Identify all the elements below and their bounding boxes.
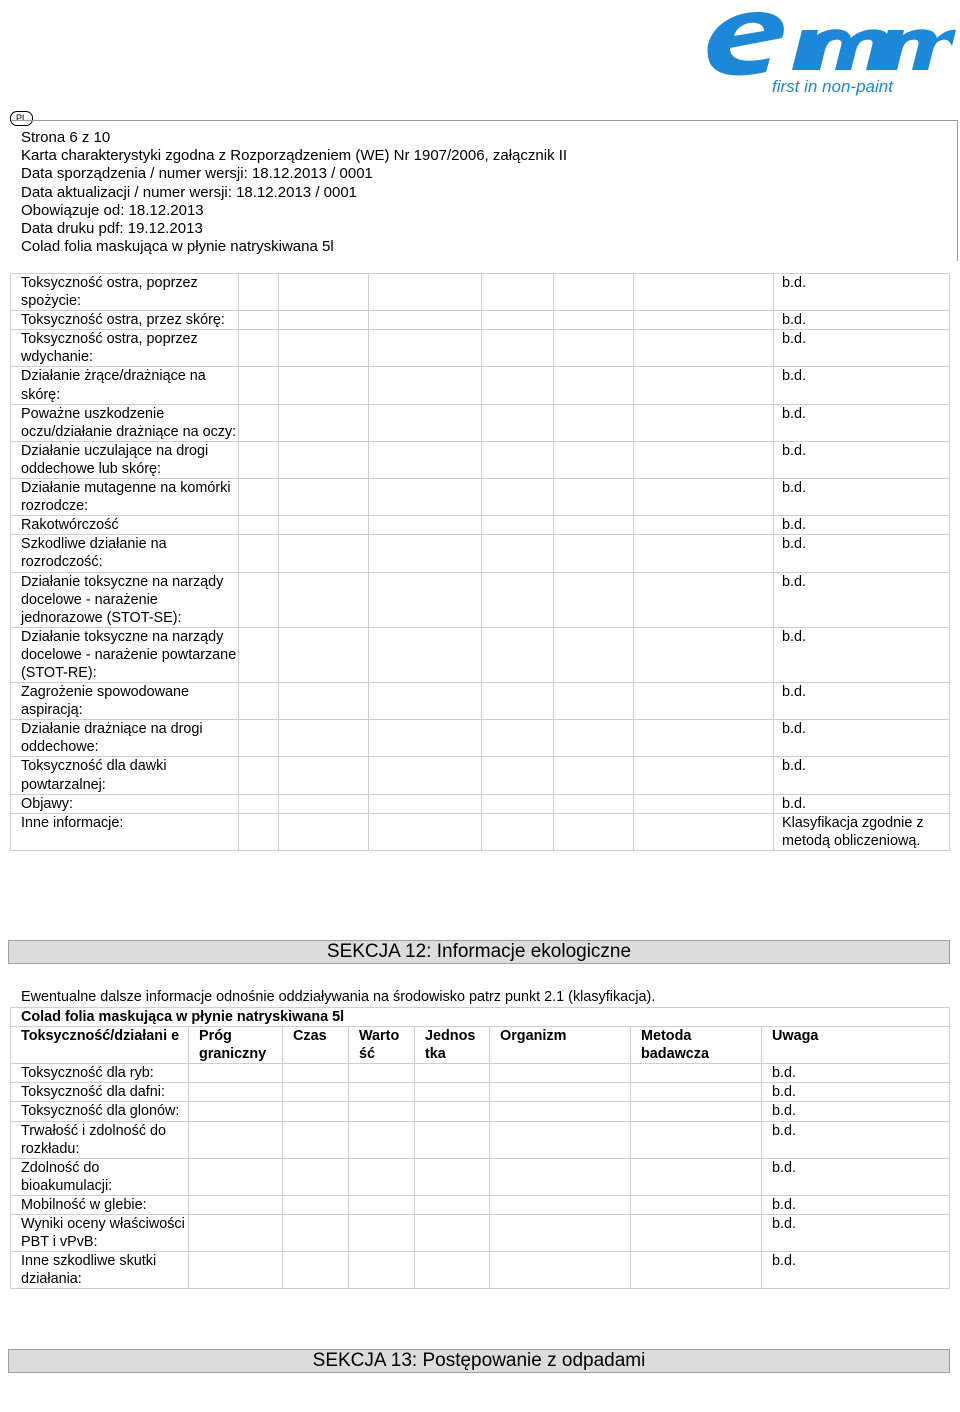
empty-cell [554,311,634,330]
empty-cell [189,1195,283,1214]
row-value: b.d. [774,441,950,478]
table-row [11,516,950,535]
row-label: Zdolność do bioakumulacji: [11,1158,189,1195]
row-value: b.d. [762,1215,950,1252]
empty-cell [554,516,634,535]
empty-cell [482,516,554,535]
row-value: b.d. [762,1252,950,1289]
empty-cell [634,367,774,404]
empty-cell [634,274,774,311]
empty-cell [634,311,774,330]
empty-cell [482,572,554,627]
section-13-title: SEKCJA 13: Postępowanie z odpadami [312,1350,646,1371]
row-value: b.d. [774,757,950,794]
empty-cell [482,813,554,850]
table-row [11,330,950,367]
empty-cell [239,572,279,627]
empty-cell [634,479,774,516]
empty-cell [554,683,634,720]
col-header-toxicity: Toksyczność/działani e [11,1027,189,1064]
document-header [11,120,958,261]
empty-cell [554,535,634,572]
product-name: Colad folia maskująca w płynie natryskiwana 5l [21,238,334,256]
empty-cell [554,367,634,404]
empty-cell [349,1064,415,1083]
row-label: Działanie drażniące na drogi oddechowe: [11,720,239,757]
empty-cell [634,627,774,682]
empty-cell [554,330,634,367]
row-label: Objawy: [11,794,239,813]
table-row [11,794,950,813]
regulation-line: Karta charakterystyki zgodna z Rozporządzeniem (WE) Nr 1907/2006, załącznik II [21,147,568,165]
print-date: Data druku pdf: 19.12.2013 [21,220,203,238]
eco-header-row [11,1027,950,1064]
empty-cell [415,1102,490,1121]
row-value: b.d. [762,1121,950,1158]
table-row [11,535,950,572]
empty-cell [490,1158,631,1195]
row-value: b.d. [774,572,950,627]
row-label: Toksyczność dla dafni: [11,1083,189,1102]
empty-cell [279,367,369,404]
empty-cell [279,572,369,627]
row-value: b.d. [774,330,950,367]
empty-cell [239,479,279,516]
empty-cell [239,535,279,572]
row-label: Rakotwórczość [11,516,239,535]
empty-cell [349,1083,415,1102]
empty-cell [189,1158,283,1195]
empty-cell [631,1102,762,1121]
empty-cell [631,1252,762,1289]
row-label: Toksyczność dla dawki powtarzalnej: [11,757,239,794]
row-value: b.d. [774,404,950,441]
empty-cell [482,720,554,757]
update-date: Data aktualizacji / numer wersji: 18.12.2013 / 0001 [21,183,358,201]
table-row [11,813,950,850]
empty-cell [634,683,774,720]
col-header-unit: Jednos tka [415,1027,490,1064]
ecology-table [10,1007,950,1289]
empty-cell [189,1083,283,1102]
empty-cell [554,813,634,850]
empty-cell [369,479,482,516]
empty-cell [283,1102,349,1121]
eco-intro: Ewentualne dalsze informacje odnośnie oddziaływania na środowisko patrz punkt 2.1 (klasyfikacja). [21,989,656,1005]
eco-product-name: Colad folia maskująca w płynie natryskiwana 5l [11,1008,950,1027]
empty-cell [631,1083,762,1102]
row-value: b.d. [774,274,950,311]
row-label: Toksyczność dla ryb: [11,1064,189,1083]
table-row [11,627,950,682]
empty-cell [369,274,482,311]
section-12-title: SEKCJA 12: Informacje ekologiczne [326,941,632,962]
empty-cell [189,1102,283,1121]
empty-cell [415,1195,490,1214]
empty-cell [490,1252,631,1289]
empty-cell [554,479,634,516]
empty-cell [189,1064,283,1083]
eco-product-row [11,1008,950,1027]
empty-cell [490,1195,631,1214]
empty-cell [554,404,634,441]
empty-cell [189,1252,283,1289]
empty-cell [631,1215,762,1252]
empty-cell [239,274,279,311]
empty-cell [279,535,369,572]
row-value: b.d. [762,1083,950,1102]
empty-cell [239,683,279,720]
empty-cell [482,367,554,404]
empty-cell [279,683,369,720]
logo-tagline: first in non-paint [772,77,893,96]
empty-cell [490,1215,631,1252]
empty-cell [369,404,482,441]
empty-cell [369,627,482,682]
table-row [11,404,950,441]
empty-cell [369,813,482,850]
empty-cell [349,1102,415,1121]
row-label: Toksyczność ostra, przez skórę: [11,311,239,330]
empty-cell [482,441,554,478]
row-value: b.d. [774,311,950,330]
row-value: b.d. [762,1195,950,1214]
table-row [11,367,950,404]
row-label: Wyniki oceny właściwości PBT i vPvB: [11,1215,189,1252]
section-12-heading [8,940,950,964]
empty-cell [631,1064,762,1083]
col-header-value: Warto ść [349,1027,415,1064]
empty-cell [490,1064,631,1083]
col-header-time: Czas [283,1027,349,1064]
row-value: b.d. [774,627,950,682]
table-row [11,1252,950,1289]
row-label: Inne informacje: [11,813,239,850]
empty-cell [239,311,279,330]
empty-cell [279,441,369,478]
emm-logo [700,4,958,96]
empty-cell [634,813,774,850]
empty-cell [369,311,482,330]
creation-date: Data sporządzenia / numer wersji: 18.12.2013 / 0001 [21,165,373,183]
col-header-organism: Organizm [490,1027,631,1064]
empty-cell [283,1158,349,1195]
empty-cell [189,1215,283,1252]
empty-cell [279,794,369,813]
empty-cell [283,1215,349,1252]
empty-cell [279,330,369,367]
table-row [11,1083,950,1102]
empty-cell [482,479,554,516]
empty-cell [239,367,279,404]
empty-cell [239,404,279,441]
empty-cell [554,274,634,311]
row-value: b.d. [762,1158,950,1195]
row-value: b.d. [774,535,950,572]
empty-cell [490,1102,631,1121]
page-number: Strona 6 z 10 [21,129,111,146]
empty-cell [631,1195,762,1214]
empty-cell [239,757,279,794]
table-row [11,683,950,720]
empty-cell [482,627,554,682]
row-value: b.d. [774,367,950,404]
empty-cell [369,535,482,572]
empty-cell [279,404,369,441]
empty-cell [369,720,482,757]
row-label: Poważne uszkodzenie oczu/działanie drażniące na oczy: [11,404,239,441]
empty-cell [369,572,482,627]
empty-cell [239,330,279,367]
empty-cell [283,1083,349,1102]
empty-cell [482,535,554,572]
row-label: Toksyczność dla glonów: [11,1102,189,1121]
table-row [11,1102,950,1121]
empty-cell [349,1252,415,1289]
row-value: b.d. [774,479,950,516]
empty-cell [283,1064,349,1083]
col-header-threshold: Próg graniczny [189,1027,283,1064]
row-label: Szkodliwe działanie na rozrodczość: [11,535,239,572]
row-label: Działanie toksyczne na narządy docelowe - narażenie powtarzane (STOT-RE): [11,627,239,682]
empty-cell [369,683,482,720]
empty-cell [554,757,634,794]
empty-cell [482,330,554,367]
empty-cell [349,1158,415,1195]
empty-cell [634,757,774,794]
empty-cell [369,367,482,404]
empty-cell [283,1195,349,1214]
empty-cell [349,1121,415,1158]
row-label: Inne szkodliwe skutki działania: [11,1252,189,1289]
row-label: Zagrożenie spowodowane aspiracją: [11,683,239,720]
empty-cell [554,441,634,478]
empty-cell [415,1158,490,1195]
header-lines [21,129,567,256]
row-value: b.d. [774,683,950,720]
empty-cell [283,1121,349,1158]
empty-cell [490,1083,631,1102]
empty-cell [631,1121,762,1158]
empty-cell [279,720,369,757]
empty-cell [239,794,279,813]
row-value: b.d. [762,1102,950,1121]
empty-cell [369,330,482,367]
empty-cell [554,794,634,813]
empty-cell [554,627,634,682]
empty-cell [283,1252,349,1289]
empty-cell [369,441,482,478]
empty-cell [239,516,279,535]
empty-cell [279,274,369,311]
empty-cell [279,627,369,682]
empty-cell [369,516,482,535]
empty-cell [634,535,774,572]
empty-cell [415,1064,490,1083]
empty-cell [554,572,634,627]
empty-cell [482,311,554,330]
col-header-method: Metoda badawcza [631,1027,762,1064]
table-row [11,441,950,478]
empty-cell [239,441,279,478]
empty-cell [634,404,774,441]
table-row [11,1215,950,1252]
empty-cell [482,274,554,311]
empty-cell [490,1121,631,1158]
table-row [11,757,950,794]
empty-cell [239,720,279,757]
row-label: Toksyczność ostra, poprzez spożycie: [11,274,239,311]
empty-cell [634,794,774,813]
empty-cell [349,1215,415,1252]
empty-cell [279,813,369,850]
empty-cell [482,757,554,794]
empty-cell [279,516,369,535]
language-badge: PL [10,111,33,126]
empty-cell [239,813,279,850]
table-row [11,1195,950,1214]
empty-cell [482,794,554,813]
empty-cell [369,794,482,813]
row-label: Działanie żrące/drażniące na skórę: [11,367,239,404]
empty-cell [634,441,774,478]
col-header-remark: Uwaga [762,1027,950,1064]
empty-cell [634,720,774,757]
row-value: b.d. [774,516,950,535]
empty-cell [415,1083,490,1102]
row-label: Działanie mutagenne na komórki rozrodcze: [11,479,239,516]
toxicology-table [10,273,950,851]
row-value: b.d. [762,1064,950,1083]
empty-cell [482,683,554,720]
empty-cell [349,1195,415,1214]
section-13-heading [8,1349,950,1373]
row-label: Mobilność w glebie: [11,1195,189,1214]
empty-cell [279,311,369,330]
table-row [11,311,950,330]
row-value: b.d. [774,794,950,813]
row-label: Trwałość i zdolność do rozkładu: [11,1121,189,1158]
empty-cell [482,404,554,441]
table-row [11,479,950,516]
row-label: Toksyczność ostra, poprzez wdychanie: [11,330,239,367]
row-value: Klasyfikacja zgodnie z metodą obliczeniową. [774,813,950,850]
row-label: Działanie toksyczne na narządy docelowe - narażenie jednorazowe (STOT-SE): [11,572,239,627]
empty-cell [554,720,634,757]
table-row [11,1158,950,1195]
empty-cell [415,1252,490,1289]
valid-from: Obowiązuje od: 18.12.2013 [21,201,204,219]
empty-cell [279,479,369,516]
table-row [11,1121,950,1158]
empty-cell [239,627,279,682]
empty-cell [415,1121,490,1158]
empty-cell [634,572,774,627]
empty-cell [634,516,774,535]
empty-cell [634,330,774,367]
table-row [11,720,950,757]
empty-cell [631,1158,762,1195]
table-row [11,572,950,627]
table-row [11,274,950,311]
row-value: b.d. [774,720,950,757]
empty-cell [189,1121,283,1158]
empty-cell [279,757,369,794]
row-label: Działanie uczulające na drogi oddechowe lub skórę: [11,441,239,478]
empty-cell [369,757,482,794]
empty-cell [415,1215,490,1252]
table-row [11,1064,950,1083]
